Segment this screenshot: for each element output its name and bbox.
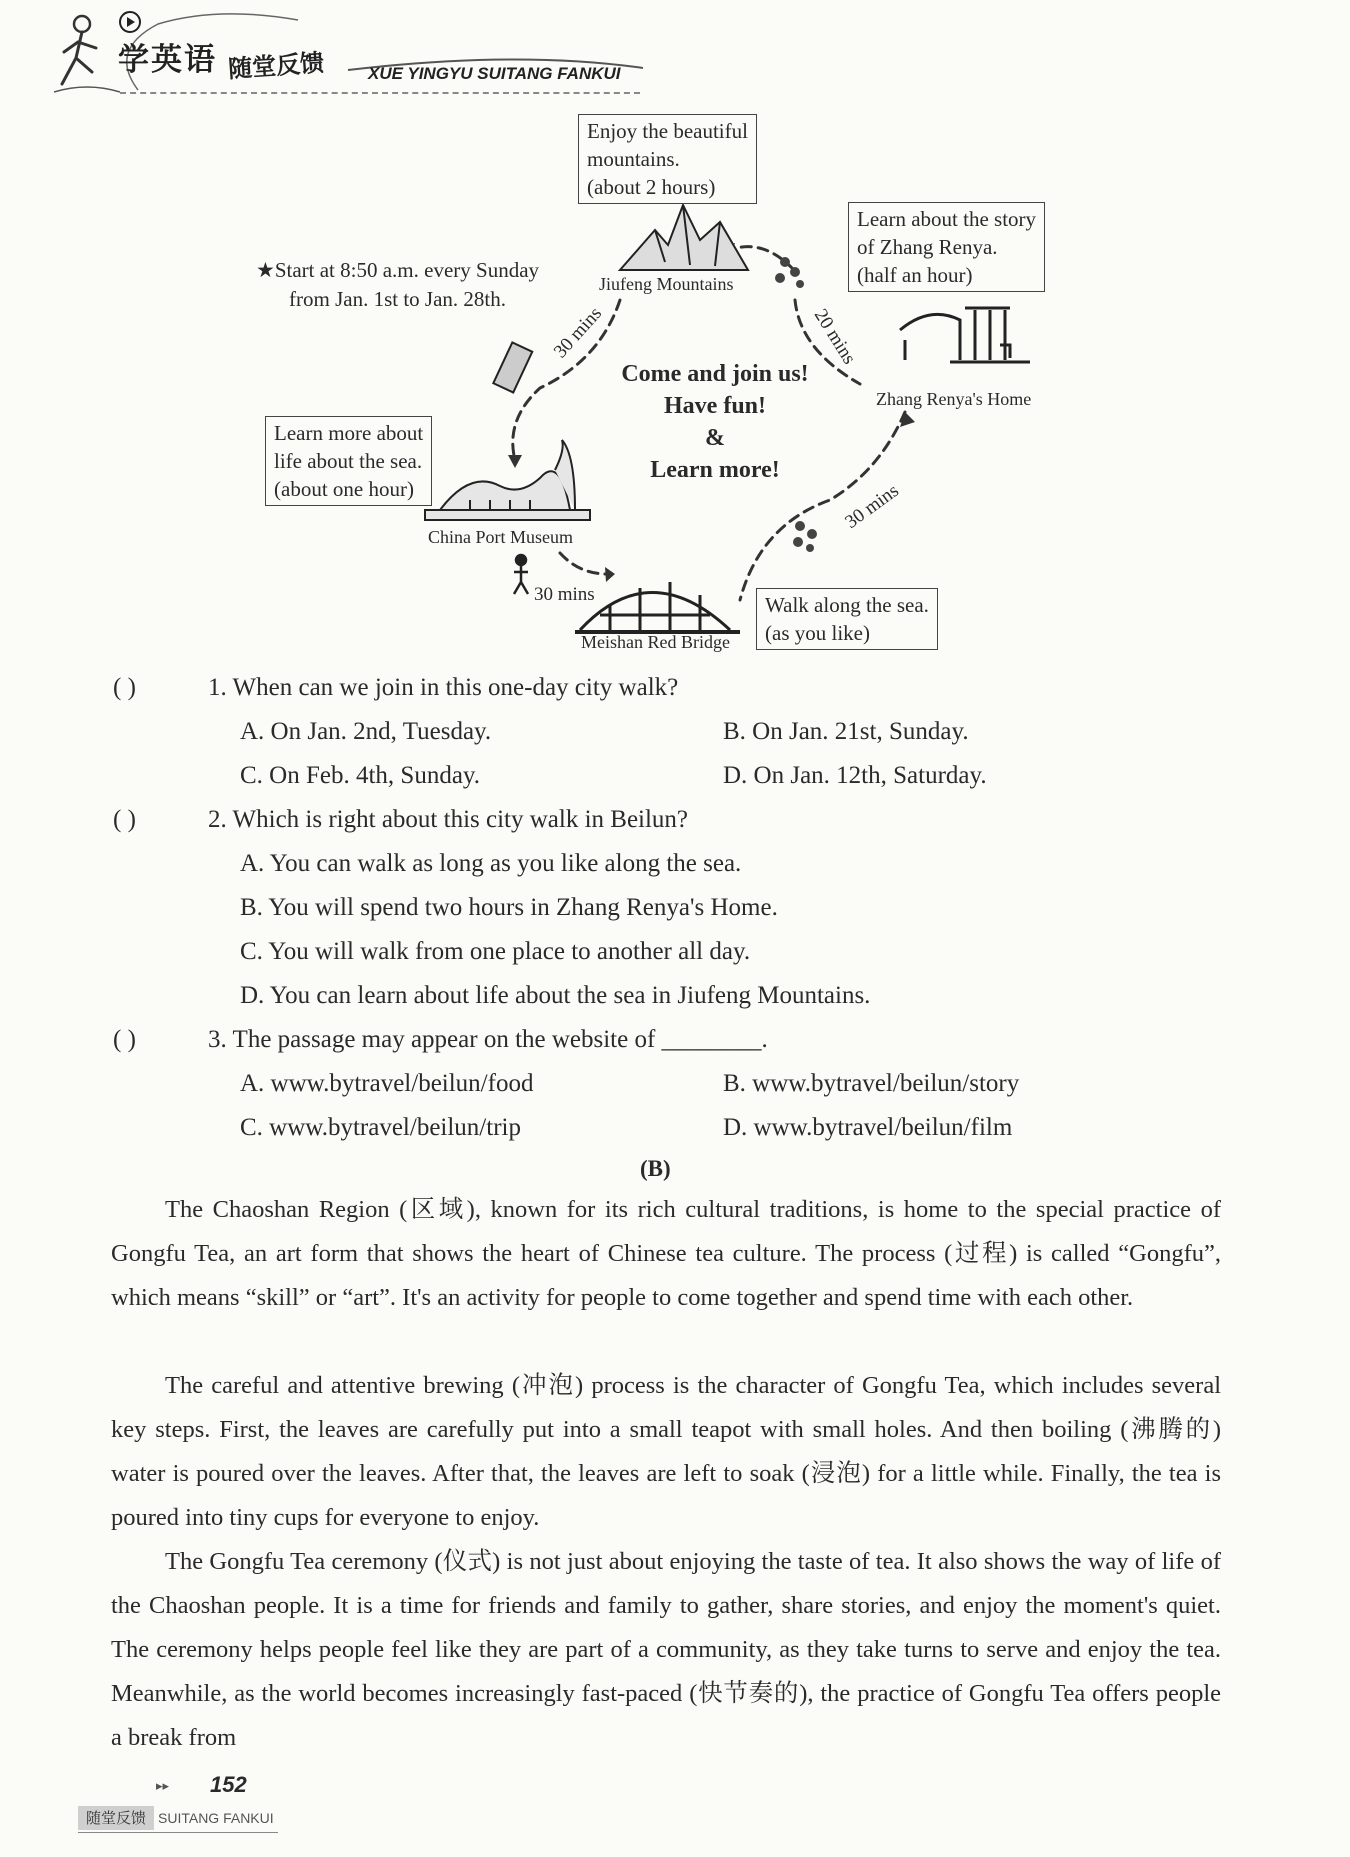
duration-a: 30 mins (549, 303, 607, 363)
slogan-line-1: Come and join us! (621, 361, 809, 387)
page-number: 152 (210, 1772, 247, 1797)
walker-icon (514, 555, 528, 594)
footer-arrows-icon: ▸▸ (156, 1778, 170, 1793)
answer-paren-1[interactable]: ( ) (113, 674, 136, 701)
question-1-stem: 1. When can we join in this one-day city walk? (208, 674, 679, 701)
center-slogan (600, 358, 830, 486)
header-title-en: XUE YINGYU SUITANG FANKUI (368, 64, 621, 83)
route-paths (0, 0, 1350, 700)
header-title-cn: 学英语 (118, 42, 217, 78)
box-sea-life: Learn more about life about the sea. (about one hour) (265, 416, 432, 506)
q2-option-a[interactable]: A. You can walk as long as you like along the sea. (240, 850, 742, 877)
answer-paren-2[interactable]: ( ) (113, 806, 136, 833)
box-zhang-story: Learn about the story of Zhang Renya. (half an hour) (848, 202, 1045, 292)
q1-option-a[interactable]: A. On Jan. 2nd, Tuesday. (240, 718, 492, 745)
house-icon (900, 308, 1030, 362)
section-b-heading: (B) (640, 1156, 671, 1181)
box-walk-sea: Walk along the sea. (as you like) (756, 588, 938, 650)
q2-option-c[interactable]: C. You will walk from one place to another all day. (240, 938, 751, 965)
q3-option-d[interactable]: D. www.bytravel/beilun/film (723, 1114, 1013, 1141)
slogan-line-4: Learn more! (650, 457, 780, 483)
q3-option-b[interactable]: B. www.bytravel/beilun/story (723, 1070, 1020, 1097)
duration-b: 20 mins (809, 305, 860, 369)
q1-option-b[interactable]: B. On Jan. 21st, Sunday. (723, 718, 969, 745)
box-mountains: Enjoy the beautiful mountains. (about 2 hours) (578, 114, 757, 204)
museum-icon (425, 440, 590, 520)
q3-option-a[interactable]: A. www.bytravel/beilun/food (240, 1070, 534, 1097)
bridge-icon (575, 582, 740, 632)
slogan-line-2: Have fun! (664, 393, 766, 419)
label-bridge: Meishan Red Bridge (581, 632, 730, 652)
question-2-stem: 2. Which is right about this city walk in Beilun? (208, 806, 689, 833)
question-3-stem: 3. The passage may appear on the website of ________. (208, 1026, 768, 1053)
paragraph-3: The Gongfu Tea ceremony (仪式) is not just about enjoying the taste of tea. It also shows the way of life of the Chaoshan people. It is a time for friends and family to gather, share stories, and enjoy the moment's quiet. The ceremony helps people feel like they are part of a community, as they take turns to serve and enjoy the tea. Meanwhile, as the world becomes increasingly fast-paced (快节奏的), the practice of Gongfu Tea offers people a break from (111, 1548, 1221, 1751)
duration-d: 30 mins (534, 584, 595, 605)
bus-icon (493, 342, 532, 392)
label-zhang-home: Zhang Renya's Home (876, 389, 1032, 409)
footer-divider (78, 1832, 278, 1833)
q1-option-c[interactable]: C. On Feb. 4th, Sunday. (240, 762, 481, 789)
paragraph-1: The Chaoshan Region (区域), known for its rich cultural traditions, is home to the special practice of Gongfu Tea, an art form that shows the heart of Chinese tea culture. The process (过程) is called “Gongfu”, which means “skill” or “art”. It's an activity for people to come together and spend time with each other. (111, 1196, 1221, 1311)
q2-option-d[interactable]: D. You can learn about life about the sea in Jiufeng Mountains. (240, 982, 871, 1009)
answer-paren-3[interactable]: ( ) (113, 1026, 136, 1053)
slogan-line-3: & (705, 425, 725, 451)
mountains-icon (620, 205, 748, 270)
duration-c: 30 mins (841, 480, 903, 533)
header-subtitle-cn: 随堂反馈 (227, 48, 326, 84)
label-jiufeng: Jiufeng Mountains (599, 274, 734, 294)
q1-option-d[interactable]: D. On Jan. 12th, Saturday. (723, 762, 987, 789)
footer-label-cn: 随堂反馈 (78, 1806, 154, 1830)
q2-option-b[interactable]: B. You will spend two hours in Zhang Renya's Home. (240, 894, 778, 921)
footer-label-en: SUITANG FANKUI (158, 1810, 274, 1826)
q3-option-c[interactable]: C. www.bytravel/beilun/trip (240, 1114, 521, 1141)
start-note: ★Start at 8:50 a.m. every Sunday from Jan. 1st to Jan. 28th. (256, 258, 540, 311)
paragraph-2: The careful and attentive brewing (冲泡) process is the character of Gongfu Tea, which includes several key steps. First, the leaves are carefully put into a small teapot with small holes. And then boiling (沸腾的) water is poured over the leaves. After that, the leaves are left to soak (浸泡) for a little while. Finally, the tea is poured into tiny cups for everyone to enjoy. (111, 1372, 1221, 1531)
label-museum: China Port Museum (428, 527, 574, 547)
